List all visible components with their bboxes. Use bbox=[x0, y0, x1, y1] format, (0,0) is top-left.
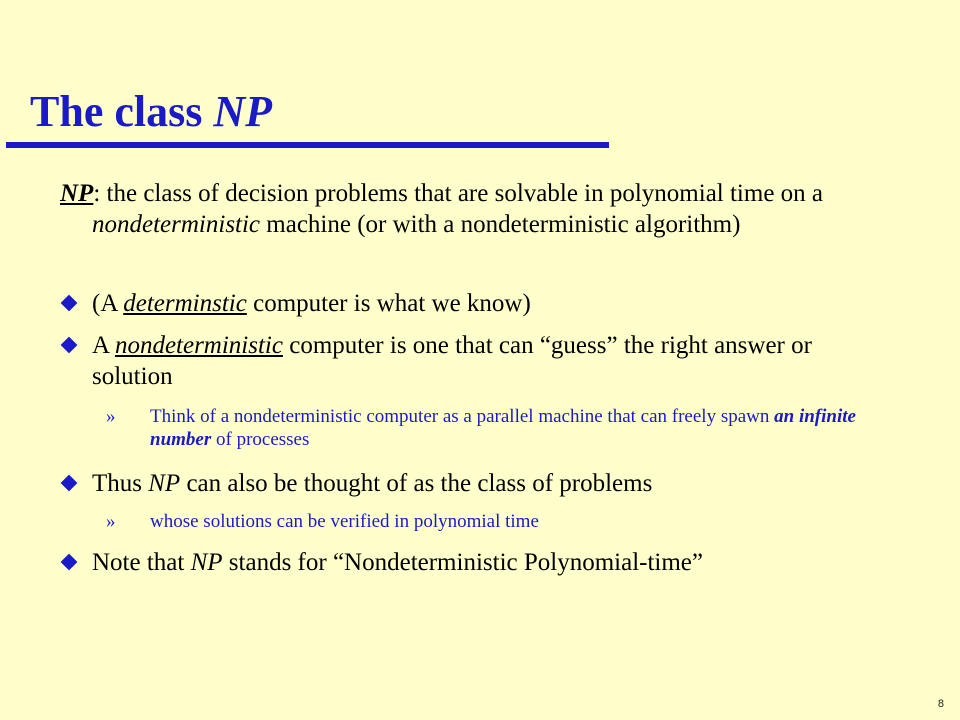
bullet-1-post: computer is what we know) bbox=[246, 290, 531, 317]
title-prefix: The class bbox=[30, 87, 214, 136]
bullet-1-underlined: determinstic bbox=[123, 290, 247, 317]
diamond-bullet-icon bbox=[61, 475, 78, 492]
bullet-2-underlined: nondeterministic bbox=[114, 332, 283, 359]
subbullet-1-post: of processes bbox=[211, 429, 310, 450]
bullet-1-pre: (A bbox=[92, 290, 124, 317]
raquo-icon: » bbox=[106, 406, 116, 427]
bullet-2-pre: A bbox=[92, 332, 115, 359]
title-underline-rule bbox=[6, 142, 609, 148]
bullet-4-em: NP bbox=[190, 549, 223, 576]
bullet-2-post: computer is one that can “guess” the right answer or solution bbox=[92, 332, 812, 390]
page-number: 8 bbox=[937, 698, 944, 710]
bullet-3-post: can also be thought of as the class of problems bbox=[180, 470, 653, 497]
bullet-4-pre: Note that bbox=[92, 549, 191, 576]
bullet-4-post: stands for “Nondeterministic Polynomial-time” bbox=[222, 549, 704, 576]
np-definition bbox=[60, 178, 920, 240]
definition-em: nondeterministic bbox=[92, 211, 261, 238]
definition-text-1: : the class of decision problems that are solvable in polynomial time on a bbox=[93, 180, 824, 207]
subbullet-1-pre: Think of a nondeterministic computer as a parallel machine that can freely spawn bbox=[150, 406, 775, 427]
slide-title bbox=[30, 86, 272, 138]
diamond-bullet-icon bbox=[61, 295, 78, 312]
bullet-3-pre: Thus bbox=[92, 470, 149, 497]
definition-term: NP bbox=[60, 180, 94, 207]
definition-text-2: machine (or with a nondeterministic algorithm) bbox=[260, 211, 741, 238]
subbullet-1-bold-italic: an infinite number bbox=[150, 406, 856, 450]
bullet-3-em: NP bbox=[148, 470, 181, 497]
title-np: NP bbox=[213, 87, 273, 136]
diamond-bullet-icon bbox=[61, 337, 78, 354]
subbullet-2-text: whose solutions can be verified in polynomial time bbox=[150, 511, 539, 532]
raquo-icon: » bbox=[106, 511, 116, 532]
diamond-bullet-icon bbox=[61, 554, 78, 571]
